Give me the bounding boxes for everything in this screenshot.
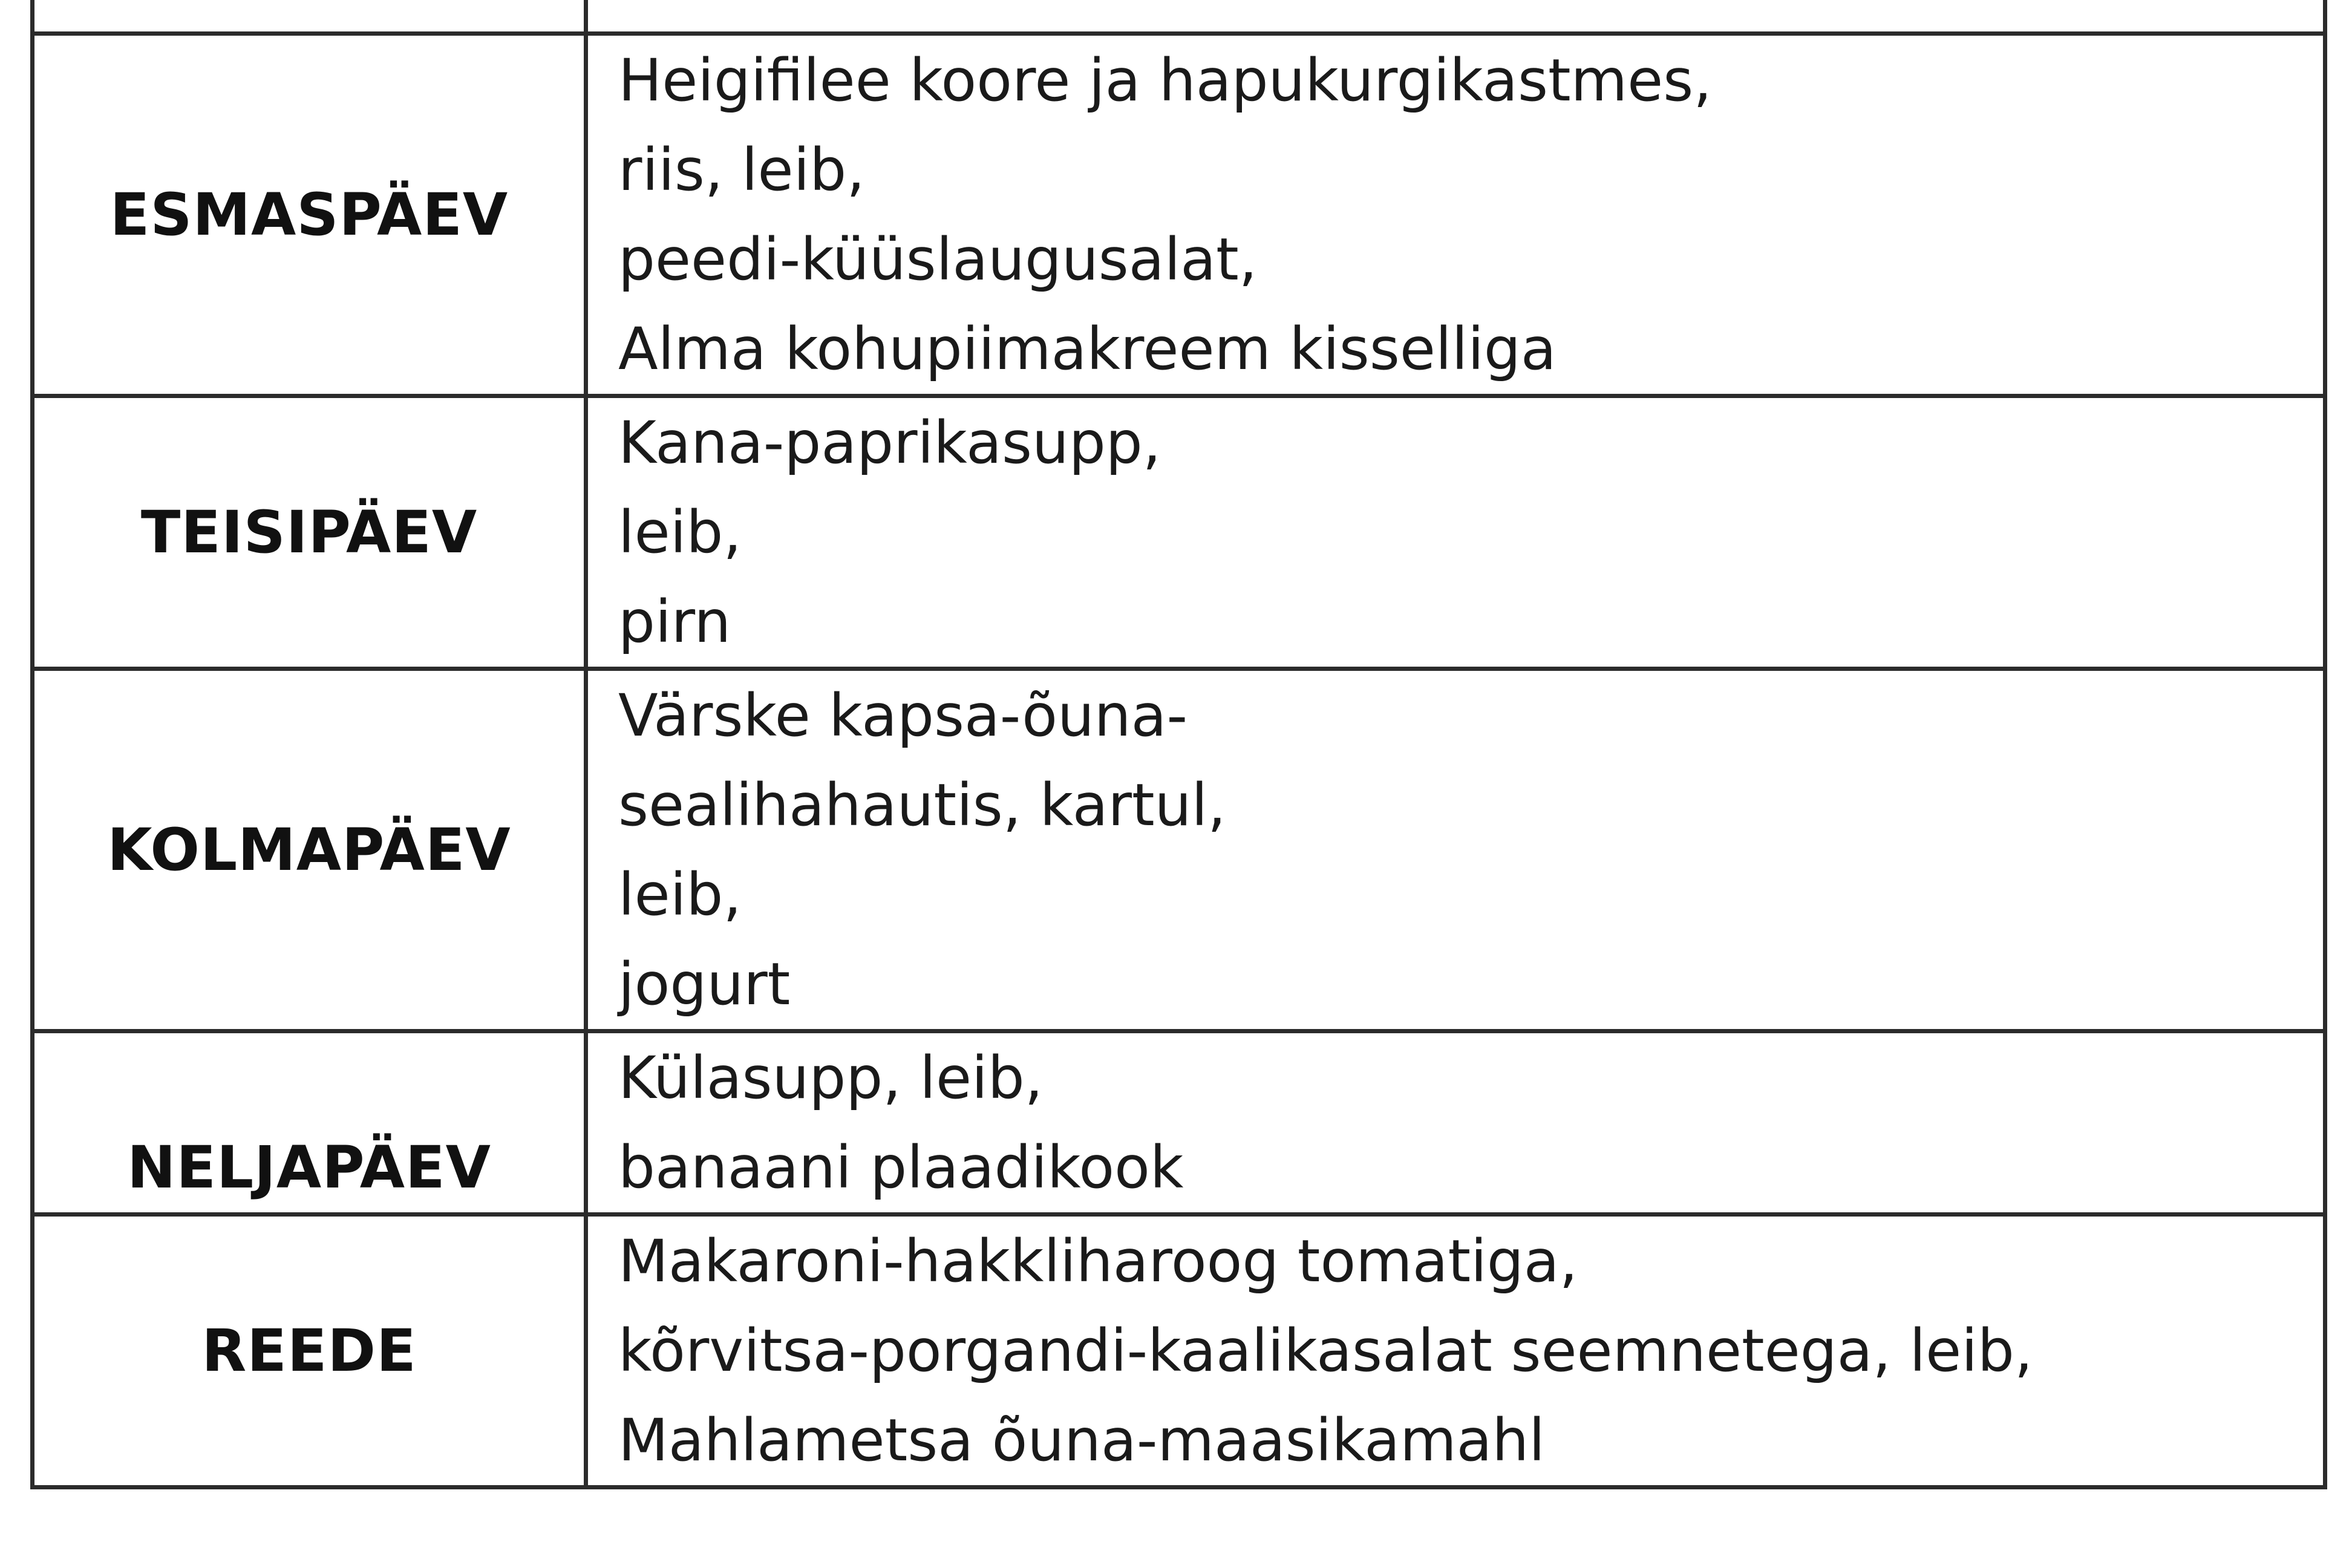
menu-items-wednesday	[586, 669, 2325, 1031]
menu-item-line: Mahlametsa õuna-maasikamahl	[618, 1406, 1545, 1474]
day-label-monday: ESMASPÄEV	[33, 34, 586, 396]
menu-item-line: Külasupp, leib,	[618, 1044, 1044, 1112]
table-row	[33, 669, 2325, 1031]
menu-items-thursday	[586, 1031, 2325, 1215]
menu-item-line: kõrvitsa-porgandi-kaalikasalat seemnetega, leib,	[618, 1317, 2033, 1385]
menu-item-line: Kana-paprikasupp,	[618, 409, 1161, 477]
menu-items-friday	[586, 1215, 2325, 1488]
menu-item-line: Makaroni-hakkliharoog tomatiga,	[618, 1227, 1578, 1295]
menu-item-line: peedi-küüslaugusalat,	[618, 226, 1258, 293]
menu-items-tuesday	[586, 396, 2325, 669]
day-label-friday: REEDE	[33, 1215, 586, 1488]
day-label-tuesday: TEISIPÄEV	[33, 396, 586, 669]
menu-item-line: riis, leib,	[618, 136, 865, 204]
menu-item-line: jogurt	[618, 950, 791, 1018]
header-day-cell	[33, 0, 586, 34]
lunch-menu-table	[30, 0, 2327, 1489]
header-food-cell	[586, 0, 2325, 34]
day-label-thursday: NELJAPÄEV	[33, 1031, 586, 1215]
menu-item-line: Heigifilee koore ja hapukurgikastmes,	[618, 47, 1712, 114]
menu-items-monday	[586, 34, 2325, 396]
menu-item-line: leib,	[618, 861, 742, 929]
day-label-wednesday: KOLMAPÄEV	[33, 669, 586, 1031]
menu-item-line: sealihahautis, kartul,	[618, 771, 1226, 839]
table-row	[33, 1031, 2325, 1215]
menu-item-line: leib,	[618, 498, 742, 566]
table-header-row-partial	[33, 0, 2325, 34]
menu-item-line: banaani plaadikook	[618, 1134, 1184, 1201]
table-row	[33, 396, 2325, 669]
menu-item-line: Alma kohupiimakreem kisselliga	[618, 315, 1557, 383]
menu-item-line: pirn	[618, 588, 731, 656]
menu-item-line: Värske kapsa-õuna-	[618, 682, 1188, 750]
table-row	[33, 1215, 2325, 1488]
table-row	[33, 34, 2325, 396]
